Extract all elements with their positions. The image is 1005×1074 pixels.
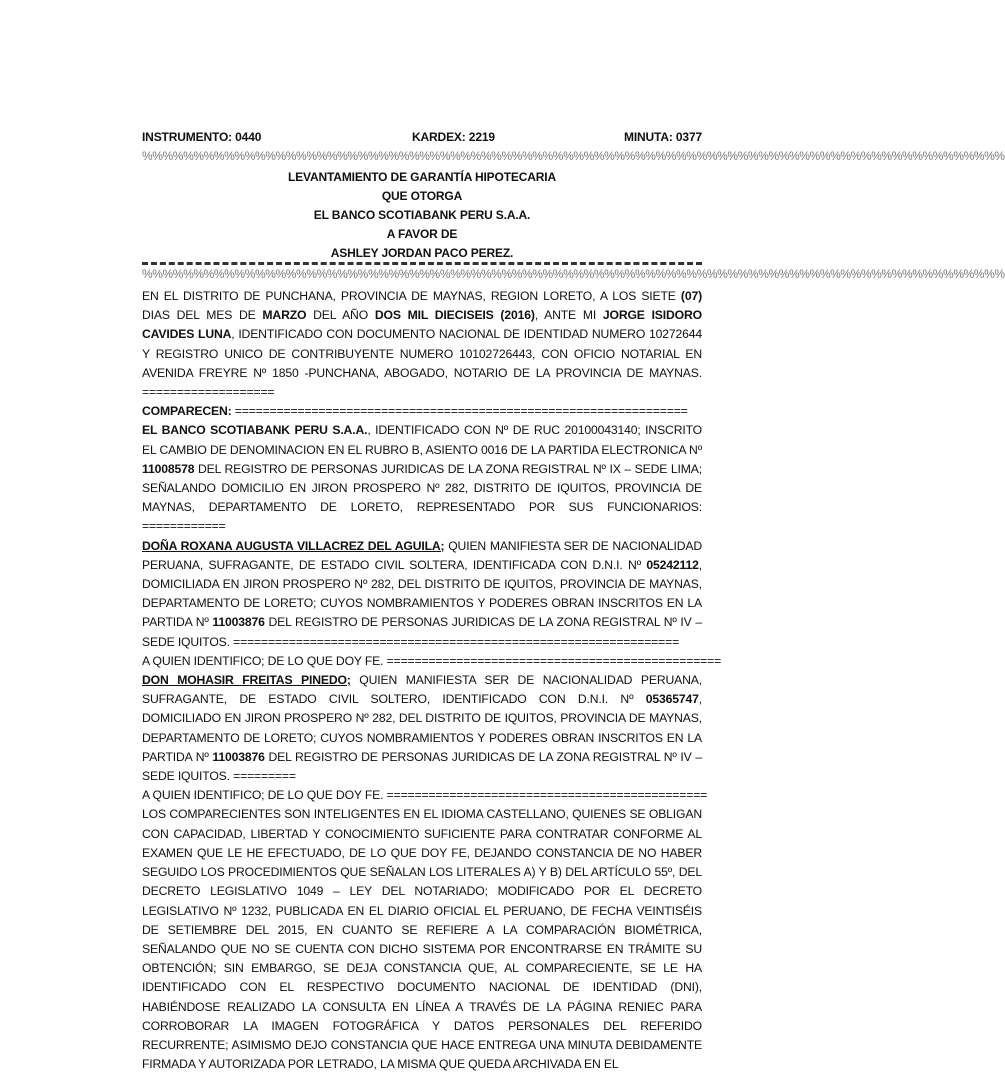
- title-line: QUE OTORGA: [381, 189, 463, 203]
- title-line: A FAVOR DE: [386, 227, 458, 241]
- kardex-number: KARDEX: 2219: [412, 130, 495, 144]
- instrumento-number: INSTRUMENTO: 0440: [142, 130, 262, 144]
- comparecen-label: COMPARECEN:: [142, 404, 232, 419]
- closing-paragraph: LOS COMPARECIENTES SON INTELIGENTES EN EL IDIOMA CASTELLANO, QUIENES SE OBLIGAN CON CAPACIDAD, LIBERTAD Y CONOCIMIENTO SUFICIENTE PARA CONTRATAR CONFORME AL EXAMEN QUE LE HE EFECTUADO, DE LO QUE DOY FE, DEJANDO CONSTANCIA DE NO HABER SEGUIDO LOS PROCEDIMIENTOS QUE SEÑALAN LOS LITERALES A) Y B) DEL ARTÍCULO 55º, DEL DECRETO LEGISLATIVO 1049 – LEY DEL NOTARIADO; MODIFICADO POR EL DECRETO LEGISLATIVO Nº 1232, PUBLICADA EN EL DIARIO OFICIAL EL PERUANO, DE FECHA VEINTISÉIS DE SETIEMBRE DEL 2015, EN CUANTO SE REFIERE A LA COMPARACIÓN BIOMÉTRICA, SEÑALANDO QUE NO SE CUENTA CON DICHO SISTEMA POR ENCONTRARSE EN TRÁMITE SU OBTENCIÓN; SIN EMBARGO, SE DEJA CONSTANCIA QUE, AL COMPARECIENTE, SE LE HA IDENTIFICADO CON EL RESPECTIVO DOCUMENTO NACIONAL DE IDENTIDAD (DNI), HABIÉNDOSE REALIZADO LA CONSULTA EN LÍNEA A TRAVÉS DE LA PÁGINA RENIEC PARA CORROBORAR LA IMAGEN FOTOGRÁFICA Y DATOS PERSONALES DEL REFERIDO RECURRENTE; ASIMISMO DEJO CONSTANCIA QUE HACE ENTREGA UNA MINUTA DEBIDAMENTE FIRMADA Y AUTORIZADA POR LETRADO, LA MISMA QUE QUEDA ARCHIVADA EN EL: [142, 807, 702, 1072]
- bank-name: EL BANCO SCOTIABANK PERU S.A.A.: [142, 423, 368, 438]
- bank-paragraph: EL BANCO SCOTIABANK PERU S.A.A., IDENTIFICADO CON Nº DE RUC 20100043140; INSCRITO EL CAMBIO DE DENOMINACION EN EL RUBRO B, ASIENTO 0016 DE LA PARTIDA ELECTRONICA Nº 11008578 DEL REGISTRO DE PERSONAS JURIDICAS DE LA ZONA REGISTRAL Nº IX – SEDE LIMA; SEÑALANDO DOMICILIO EN JIRON PROSPERO Nº 282, DISTRITO DE IQUITOS, PROVINCIA DE MAYNAS, DEPARTAMENTO DE LORETO, REPRESENTADO POR SUS FUNCIONARIOS: ============: [142, 423, 702, 534]
- identifico-line-1: A QUIEN IDENTIFICO; DE LO QUE DOY FE. ================================================: [142, 653, 722, 668]
- document-page: [142, 0, 1005, 1072]
- minuta-number: MINUTA: 0377: [624, 130, 702, 144]
- percent-separator-top: %%%%%%%%%%%%%%%%%%%%%%%%%%%%%%%%%%%%%%%%%%%%%%%%%%%%%%%%%%%%%%%%%%%%%%%%%%%%%%%%%%%%: [142, 149, 1005, 163]
- identifico-line-2: A QUIEN IDENTIFICO; DE LO QUE DOY FE. ==============================================: [142, 788, 708, 803]
- document-body: [142, 287, 722, 1074]
- title-line: LEVANTAMIENTO DE GARANTÍA HIPOTECARIA: [287, 170, 556, 184]
- intro-paragraph: EN EL DISTRITO DE PUNCHANA, PROVINCIA DE MAYNAS, REGION LORETO, A LOS SIETE (07) DIAS DEL MES DE MARZO DEL AÑO DOS MIL DIECISEIS (2016), ANTE MI JORGE ISIDORO CAVIDES LUNA, IDENTIFICADO CON DOCUMENTO NACIONAL DE IDENTIDAD NUMERO 10272644 Y REGISTRO UNICO DE CONTRIBUYENTE NUMERO 10102726443, CON OFICIO NOTARIAL EN AVENIDA FREYRE Nº 1850 -PUNCHANA, ABOGADO, NOTARIO DE LA PROVINCIA DE MAYNAS. ===================: [142, 289, 702, 400]
- document-title: [142, 168, 702, 263]
- representative-2-paragraph: DON MOHASIR FREITAS PINEDO; QUIEN MANIFIESTA SER DE NACIONALIDAD PERUANA, SUFRAGANTE, DE ESTADO CIVIL SOLTERO, IDENTIFICADO CON D.N.I. Nº 05365747, DOMICILIADO EN JIRON PROSPERO Nº 282, DEL DISTRITO DE IQUITOS, PROVINCIA DE MAYNAS, DEPARTAMENTO DE LORETO; CUYOS NOMBRAMIENTOS Y PODERES OBRAN INSCRITOS EN LA PARTIDA Nº 11003876 DEL REGISTRO DE PERSONAS JURIDICAS DE LA ZONA REGISTRAL Nº IV – SEDE IQUITOS. =========: [142, 673, 702, 784]
- comparecen-line: COMPARECEN: =================================================================: [142, 404, 688, 419]
- title-line: EL BANCO SCOTIABANK PERU S.A.A.: [313, 208, 531, 222]
- representative-1-paragraph: DOÑA ROXANA AUGUSTA VILLACREZ DEL AGUILA; QUIEN MANIFIESTA SER DE NACIONALIDAD PERUANA, SUFRAGANTE, DE ESTADO CIVIL SOLTERA, IDENTIFICADA CON D.N.I. Nº 05242112, DOMICILIADA EN JIRON PROSPERO Nº 282, DEL DISTRITO DE IQUITOS, PROVINCIA DE MAYNAS, DEPARTAMENTO DE LORETO; CUYOS NOMBRAMIENTOS Y PODERES OBRAN INSCRITOS EN LA PARTIDA Nº 11003876 DEL REGISTRO DE PERSONAS JURIDICAS DE LA ZONA REGISTRAL Nº IV – SEDE IQUITOS. ================================================================: [142, 538, 702, 649]
- representative-2-name: DON MOHASIR FREITAS PINEDO;: [142, 673, 351, 688]
- title-line: ASHLEY JORDAN PACO PEREZ.: [330, 246, 514, 260]
- representative-1-name: DOÑA ROXANA AUGUSTA VILLACREZ DEL AGUILA;: [142, 538, 445, 553]
- percent-separator-bottom: %%%%%%%%%%%%%%%%%%%%%%%%%%%%%%%%%%%%%%%%%%%%%%%%%%%%%%%%%%%%%%%%%%%%%%%%%%%%%%%%%%%%: [142, 267, 1005, 281]
- document-header: [142, 130, 702, 148]
